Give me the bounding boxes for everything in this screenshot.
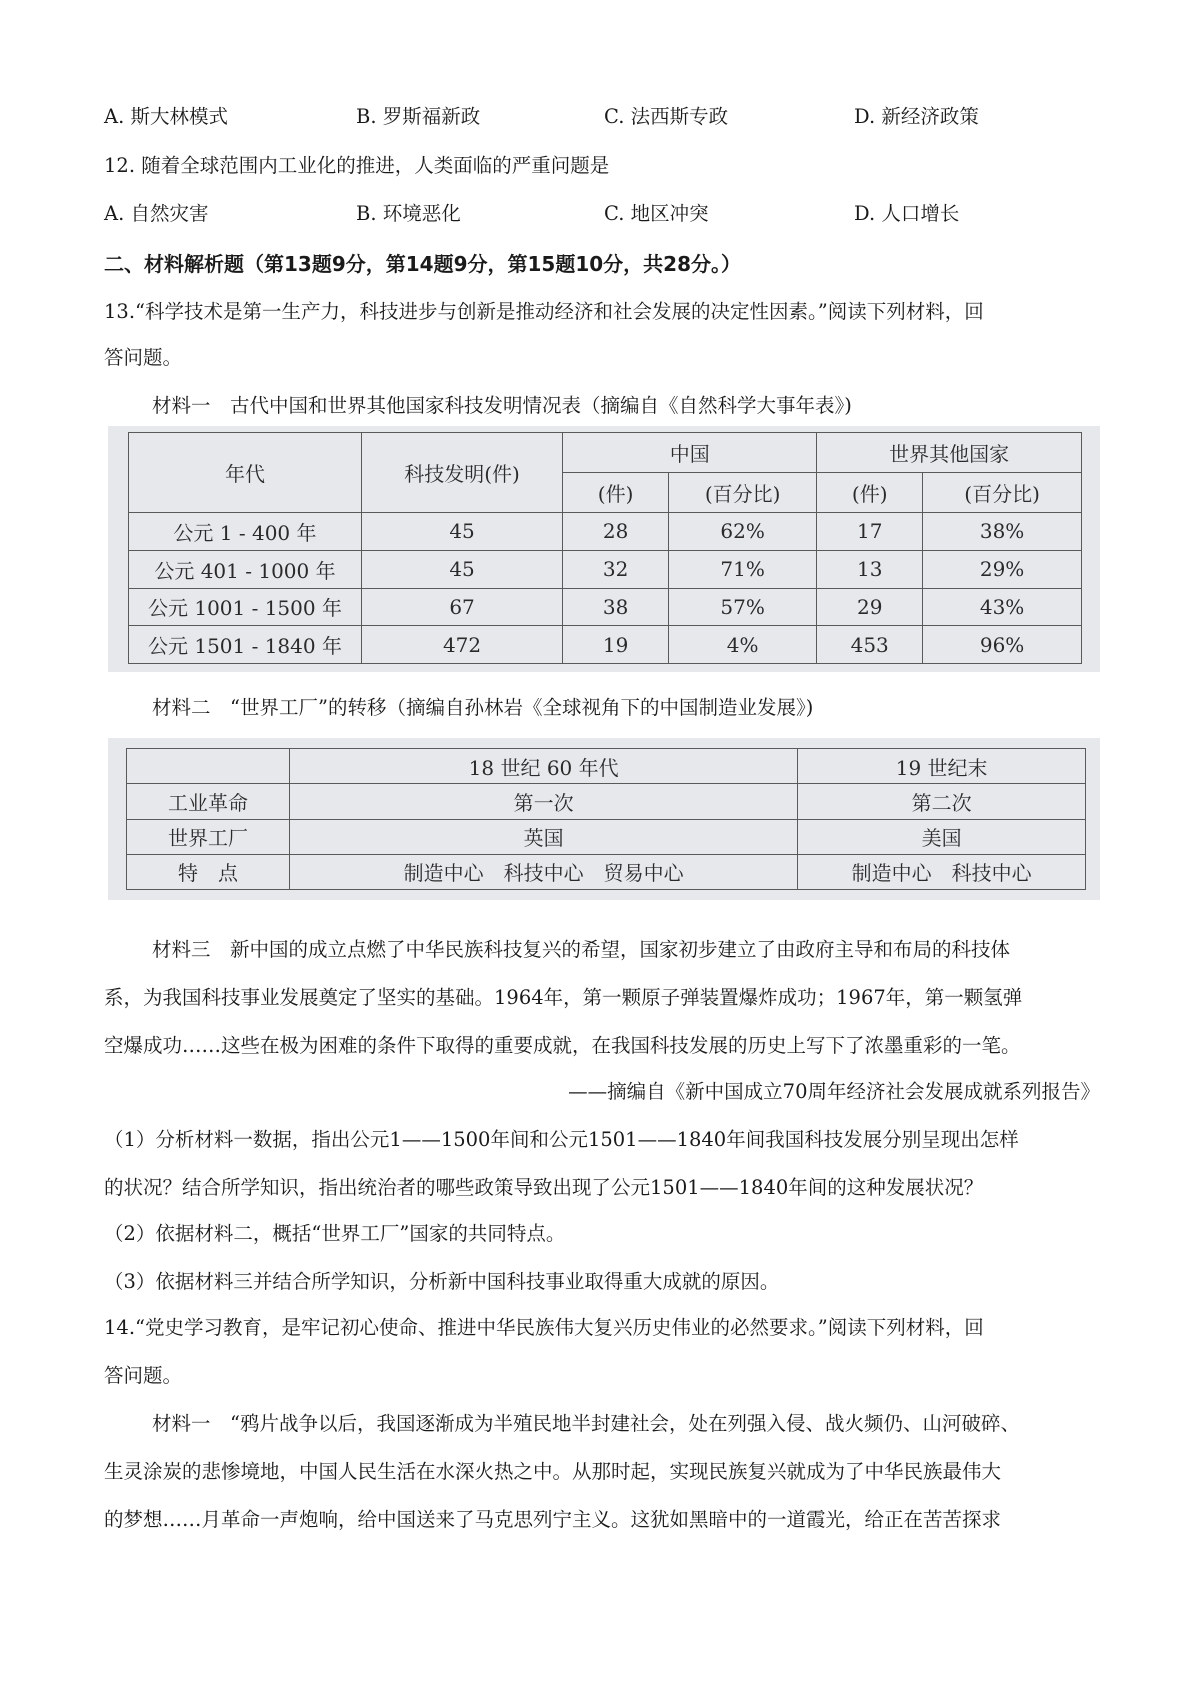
material1-table-photo xyxy=(108,426,1100,672)
th-china-count: (件) xyxy=(563,473,669,513)
cell-world-percent: 43% xyxy=(923,588,1082,626)
cell-china-count: 38 xyxy=(563,588,669,626)
th-china-percent: (百分比) xyxy=(669,473,817,513)
table-row xyxy=(127,819,1086,854)
table-row xyxy=(127,854,1086,889)
cell-inventions: 45 xyxy=(361,513,562,551)
cell-era: 公元 1001 - 1500 年 xyxy=(129,588,362,626)
cell-world-count: 17 xyxy=(817,513,923,551)
q11-option-d[interactable]: D. 新经济政策 xyxy=(854,105,979,128)
q14-stem-line1: 14.“党史学习教育，是牢记初心使命、推进中华民族伟大复兴历史伟业的必然要求。”阅读下列材料，回 xyxy=(104,1316,984,1339)
q11-option-c[interactable]: C. 法西斯专政 xyxy=(604,105,729,128)
q12-option-b[interactable]: B. 环境恶化 xyxy=(356,202,461,225)
table-row xyxy=(129,626,1082,664)
cell-world-count: 13 xyxy=(817,550,923,588)
q12-option-a[interactable]: A. 自然灾害 xyxy=(104,202,209,225)
material3-line3: 空爆成功……这些在极为困难的条件下取得的重要成就，在我国科技发展的历史上写下了浓墨重彩的一笔。 xyxy=(104,1034,1021,1057)
cell-china-percent: 71% xyxy=(669,550,817,588)
material2-caption: 材料二 “世界工厂”的转移（摘编自孙林岩《全球视角下的中国制造业发展》) xyxy=(152,696,814,719)
cell-china-percent: 4% xyxy=(669,626,817,664)
cell-china-percent: 57% xyxy=(669,588,817,626)
material3-line2: 系，为我国科技事业发展奠定了坚实的基础。1964年，第一颗原子弹装置爆炸成功；1967年，第一颗氢弹 xyxy=(104,986,1023,1009)
cell-china-count: 19 xyxy=(563,626,669,664)
cell-china-percent: 62% xyxy=(669,513,817,551)
q14-material1-line1: 材料一 “鸦片战争以后，我国逐渐成为半殖民地半封建社会，处在列强入侵、战火频仍、山河破碎、 xyxy=(152,1412,1020,1435)
t2-h-1760s: 18 世纪 60 年代 xyxy=(290,749,798,784)
q12-options xyxy=(104,198,1104,228)
t2-corner xyxy=(127,749,290,784)
table-row xyxy=(127,784,1086,819)
t2-label-revolution: 工业革命 xyxy=(127,784,290,819)
q11-option-a[interactable]: A. 斯大林模式 xyxy=(104,105,228,128)
q12-stem: 12. 随着全球范围内工业化的推进，人类面临的严重问题是 xyxy=(104,154,610,177)
section2-title: 二、材料解析题（第13题9分，第14题9分，第15题10分，共28分。） xyxy=(104,252,741,276)
cell-inventions: 67 xyxy=(361,588,562,626)
q13-sub3: （3）依据材料三并结合所学知识，分析新中国科技事业取得重大成就的原因。 xyxy=(104,1270,780,1293)
q13-stem-line1: 13.“科学技术是第一生产力，科技进步与创新是推动经济和社会发展的决定性因素。”阅读下列材料，回 xyxy=(104,300,984,323)
th-era: 年代 xyxy=(129,433,362,513)
t2-label-factory: 世界工厂 xyxy=(127,819,290,854)
material3-line1: 材料三 新中国的成立点燃了中华民族科技复兴的希望，国家初步建立了由政府主导和布局的科技体 xyxy=(152,938,1011,961)
cell-inventions: 45 xyxy=(361,550,562,588)
table-row xyxy=(129,588,1082,626)
t2-label-features: 特 点 xyxy=(127,854,290,889)
cell-inventions: 472 xyxy=(361,626,562,664)
t2-features-a: 制造中心 科技中心 贸易中心 xyxy=(290,854,798,889)
th-china: 中国 xyxy=(563,433,817,473)
t2-first: 第一次 xyxy=(290,784,798,819)
cell-world-count: 29 xyxy=(817,588,923,626)
q14-stem-line2: 答问题。 xyxy=(104,1364,183,1387)
material2-table xyxy=(126,748,1086,890)
cell-world-percent: 38% xyxy=(923,513,1082,551)
t2-features-b: 制造中心 科技中心 xyxy=(798,854,1086,889)
q11-option-b[interactable]: B. 罗斯福新政 xyxy=(356,105,481,128)
q12-option-c[interactable]: C. 地区冲突 xyxy=(604,202,709,225)
q12-option-d[interactable]: D. 人口增长 xyxy=(854,202,960,225)
cell-china-count: 32 xyxy=(563,550,669,588)
material1-caption: 材料一 古代中国和世界其他国家科技发明情况表（摘编自《自然科学大事年表》) xyxy=(152,394,852,417)
q13-sub1-line2: 的状况？结合所学知识，指出统治者的哪些政策导致出现了公元1501——1840年间的这种发展状况？ xyxy=(104,1176,984,1199)
q13-stem-line2: 答问题。 xyxy=(104,346,183,369)
th-world-count: (件) xyxy=(817,473,923,513)
th-world-percent: (百分比) xyxy=(923,473,1082,513)
q11-options xyxy=(104,101,1104,131)
cell-world-count: 453 xyxy=(817,626,923,664)
material3-source: ——摘编自《新中国成立70周年经济社会发展成就系列报告》 xyxy=(568,1080,1100,1103)
q13-sub1-line1: （1）分析材料一数据，指出公元1——1500年间和公元1501——1840年间我国科技发展分别呈现出怎样 xyxy=(104,1128,1019,1151)
cell-era: 公元 1 - 400 年 xyxy=(129,513,362,551)
q13-sub2: （2）依据材料二，概括“世界工厂”国家的共同特点。 xyxy=(104,1222,566,1245)
cell-world-percent: 29% xyxy=(923,550,1082,588)
th-world: 世界其他国家 xyxy=(817,433,1082,473)
material2-table-photo xyxy=(108,738,1100,900)
table-row xyxy=(129,550,1082,588)
q14-material1-line2: 生灵涂炭的悲惨境地，中国人民生活在水深火热之中。从那时起，实现民族复兴就成为了中华民族最伟大 xyxy=(104,1460,1002,1483)
t2-usa: 美国 xyxy=(798,819,1086,854)
cell-era: 公元 401 - 1000 年 xyxy=(129,550,362,588)
t2-h-19c: 19 世纪末 xyxy=(798,749,1086,784)
t2-britain: 英国 xyxy=(290,819,798,854)
cell-era: 公元 1501 - 1840 年 xyxy=(129,626,362,664)
material1-table xyxy=(128,432,1082,664)
cell-world-percent: 96% xyxy=(923,626,1082,664)
q14-material1-line3: 的梦想……月革命一声炮响，给中国送来了马克思列宁主义。这犹如黑暗中的一道霞光，给正在苦苦探求 xyxy=(104,1508,1002,1531)
th-inventions: 科技发明(件) xyxy=(361,433,562,513)
cell-china-count: 28 xyxy=(563,513,669,551)
t2-second: 第二次 xyxy=(798,784,1086,819)
table-row xyxy=(129,513,1082,551)
